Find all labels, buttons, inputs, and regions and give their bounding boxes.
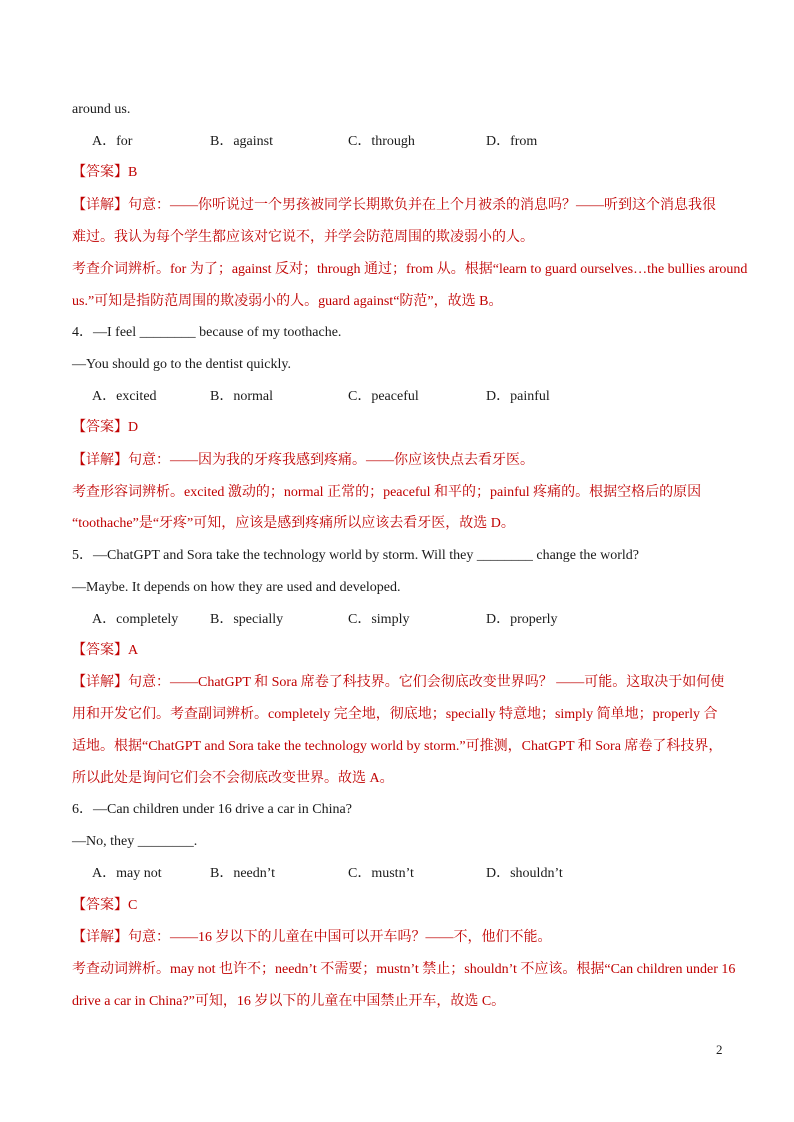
explanation-4-line-2: 考查形容词辨析。excited 激动的；normal 正常的；peaceful 和平的；painful 疼痛的。根据空格后的原因 xyxy=(72,485,702,500)
question-4: 4．—I feel ________ because of my toothache. xyxy=(72,325,342,340)
option-b: B．normal xyxy=(210,389,273,404)
option-c: C．mustn’t xyxy=(348,866,414,881)
option-c: C．simply xyxy=(348,612,410,627)
question-4-reply: —You should go to the dentist quickly. xyxy=(72,357,291,372)
answer-4: 【答案】D xyxy=(72,420,139,435)
answer-6: 【答案】C xyxy=(72,898,138,913)
explanation-5-line-1: 【详解】句意：——ChatGPT 和 Sora 席卷了科技界。它们会彻底改变世界吗？ ——可能。这取决于如何使 xyxy=(72,675,725,690)
explanation-3-line-4: us.”可知是指防范周围的欺凌弱小的人。guard against“防范”，故选 B。 xyxy=(72,294,503,309)
option-a: A．may not xyxy=(92,866,162,881)
explanation-3-line-2: 难过。我认为每个学生都应该对它说不，并学会防范周围的欺凌弱小的人。 xyxy=(72,230,534,245)
option-d: D．properly xyxy=(486,612,558,627)
explanation-4-line-3: “toothache”是“牙疼”可知，应该是感到疼痛所以应该去看牙医，故选 D。 xyxy=(72,516,515,531)
explanation-3-line-1: 【详解】句意：——你听说过一个男孩被同学长期欺负并在上个月被杀的消息吗？——听到这个消息我很 xyxy=(72,198,716,213)
option-b: B．specially xyxy=(210,612,284,627)
explanation-3-line-3: 考查介词辨析。for 为了；against 反对；through 通过；from 从。根据“learn to guard ourselves…the bullies around xyxy=(72,262,748,277)
question-6: 6．—Can children under 16 drive a car in China? xyxy=(72,802,352,817)
question-6-reply: —No, they ________. xyxy=(72,834,198,849)
option-b: B．needn’t xyxy=(210,866,276,881)
question-5-reply: —Maybe. It depends on how they are used and developed. xyxy=(72,580,401,595)
explanation-4-line-1: 【详解】句意：——因为我的牙疼我感到疼痛。——你应该快点去看牙医。 xyxy=(72,453,534,468)
answer-5: 【答案】A xyxy=(72,643,139,658)
option-d: D．from xyxy=(486,134,538,149)
explanation-6-line-2: 考查动词辨析。may not 也许不；needn’t 不需要；mustn’t 禁止；shouldn’t 不应该。根据“Can children under 16 xyxy=(72,962,736,977)
question-5: 5．—ChatGPT and Sora take the technology world by storm. Will they ________ change the world? xyxy=(72,548,639,563)
option-b: B．against xyxy=(210,134,273,149)
option-c: C．through xyxy=(348,134,415,149)
option-a: A．for xyxy=(92,134,133,149)
explanation-6-line-3: drive a car in China?”可知，16 岁以下的儿童在中国禁止开车，故选 C。 xyxy=(72,994,506,1009)
explanation-6-line-1: 【详解】句意：——16 岁以下的儿童在中国可以开车吗？——不，他们不能。 xyxy=(72,930,552,945)
explanation-5-line-3: 适地。根据“ChatGPT and Sora take the technology world by storm.”可推测，ChatGPT 和 Sora 席卷了科技界， xyxy=(72,739,723,754)
option-d: D．painful xyxy=(486,389,550,404)
option-a: A．excited xyxy=(92,389,157,404)
page-number: 2 xyxy=(716,1042,723,1057)
option-d: D．shouldn’t xyxy=(486,866,563,881)
explanation-5-line-2: 用和开发它们。考查副词辨析。completely 完全地，彻底地；specially 特意地；simply 简单地；properly 合 xyxy=(72,707,718,722)
answer-3: 【答案】B xyxy=(72,165,138,180)
question-3-tail: around us. xyxy=(72,102,131,117)
explanation-5-line-4: 所以此处是询问它们会不会彻底改变世界。故选 A。 xyxy=(72,771,394,786)
option-a: A．completely xyxy=(92,612,179,627)
option-c: C．peaceful xyxy=(348,389,419,404)
